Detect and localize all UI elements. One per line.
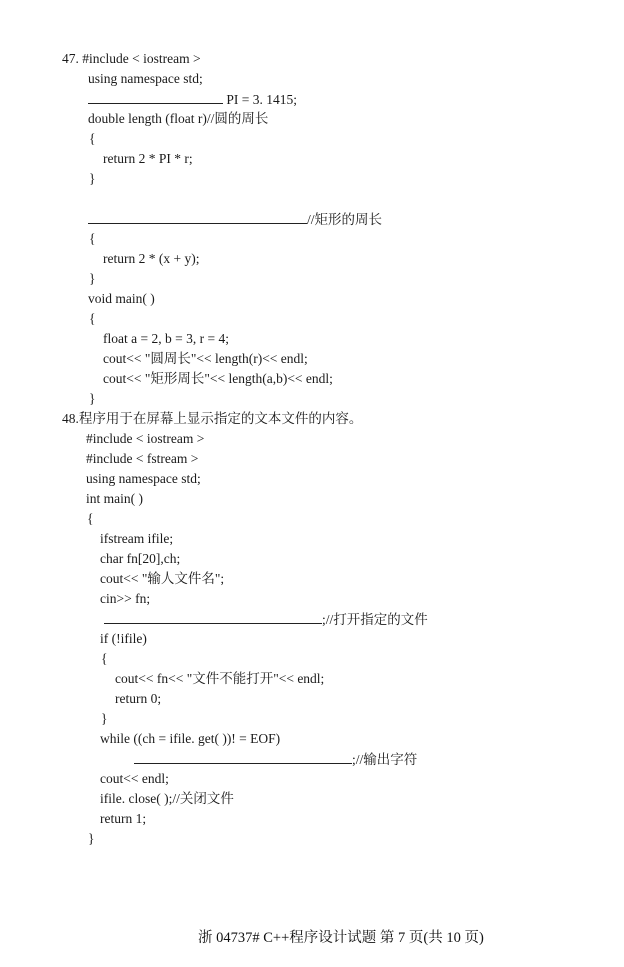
code-line: return 2 * PI * r;	[103, 151, 193, 166]
code-line: double length (float r)//圆的周长	[88, 111, 269, 126]
question-description: 程序用于在屏幕上显示指定的文本文件的内容。	[78, 411, 363, 426]
answer-blank-1[interactable]	[88, 91, 223, 104]
code-line: using namespace std;	[86, 471, 201, 486]
question-number: 47.	[62, 51, 79, 66]
code-line: ifstream ifile;	[100, 531, 174, 546]
open-brace: {	[89, 311, 96, 326]
code-line	[88, 91, 297, 108]
code-line: int main( )	[86, 491, 143, 506]
close-brace: }	[89, 271, 96, 286]
code-line: return 2 * (x + y);	[103, 251, 200, 266]
close-brace: }	[88, 831, 95, 846]
code-line: cout<< "圆周长"<< length(r)<< endl;	[103, 351, 308, 366]
page-footer: 浙 04737# C++程序设计试题 第 7 页(共 10 页)	[198, 930, 484, 946]
code-line: cout<< "输人文件名";	[100, 571, 225, 586]
code-line: cout<< fn<< "文件不能打开"<< endl;	[115, 671, 325, 686]
code-text: //矩形的周长	[307, 212, 383, 227]
open-brace: {	[89, 131, 96, 146]
code-line: cout<< "矩形周长"<< length(a,b)<< endl;	[103, 371, 333, 386]
close-brace: }	[101, 711, 108, 726]
open-brace: {	[101, 651, 108, 666]
question-heading	[62, 411, 362, 427]
code-line: #include < fstream >	[86, 451, 199, 466]
code-line: return 1;	[100, 811, 147, 826]
code-line: #include < iostream >	[86, 431, 205, 446]
answer-blank-4[interactable]	[134, 751, 352, 764]
code-line: cout<< endl;	[100, 771, 169, 786]
question-number: 48.	[62, 411, 79, 426]
code-line	[88, 211, 382, 228]
code-line	[62, 51, 201, 67]
close-brace: }	[89, 391, 96, 406]
open-brace: {	[89, 231, 96, 246]
code-text: #include < iostream >	[82, 51, 201, 66]
code-text: ;//打开指定的文件	[322, 612, 428, 627]
code-line: ifile. close( );//关闭文件	[100, 791, 234, 806]
open-brace: {	[87, 511, 94, 526]
code-line: using namespace std;	[88, 71, 203, 86]
code-line: if (!ifile)	[100, 631, 147, 646]
code-line: float a = 2, b = 3, r = 4;	[103, 331, 229, 346]
code-line: return 0;	[115, 691, 162, 706]
answer-blank-2[interactable]	[88, 211, 307, 224]
code-text: PI = 3. 1415;	[223, 92, 297, 107]
code-line: while ((ch = ifile. get( ))! = EOF)	[100, 731, 281, 746]
code-line	[104, 611, 428, 628]
answer-blank-3[interactable]	[104, 611, 322, 624]
close-brace: }	[89, 171, 96, 186]
code-line: cin>> fn;	[100, 591, 151, 606]
code-line	[134, 751, 417, 768]
code-line: void main( )	[88, 291, 155, 306]
code-line: char fn[20],ch;	[100, 551, 181, 566]
code-text: ;//输出字符	[352, 752, 418, 767]
